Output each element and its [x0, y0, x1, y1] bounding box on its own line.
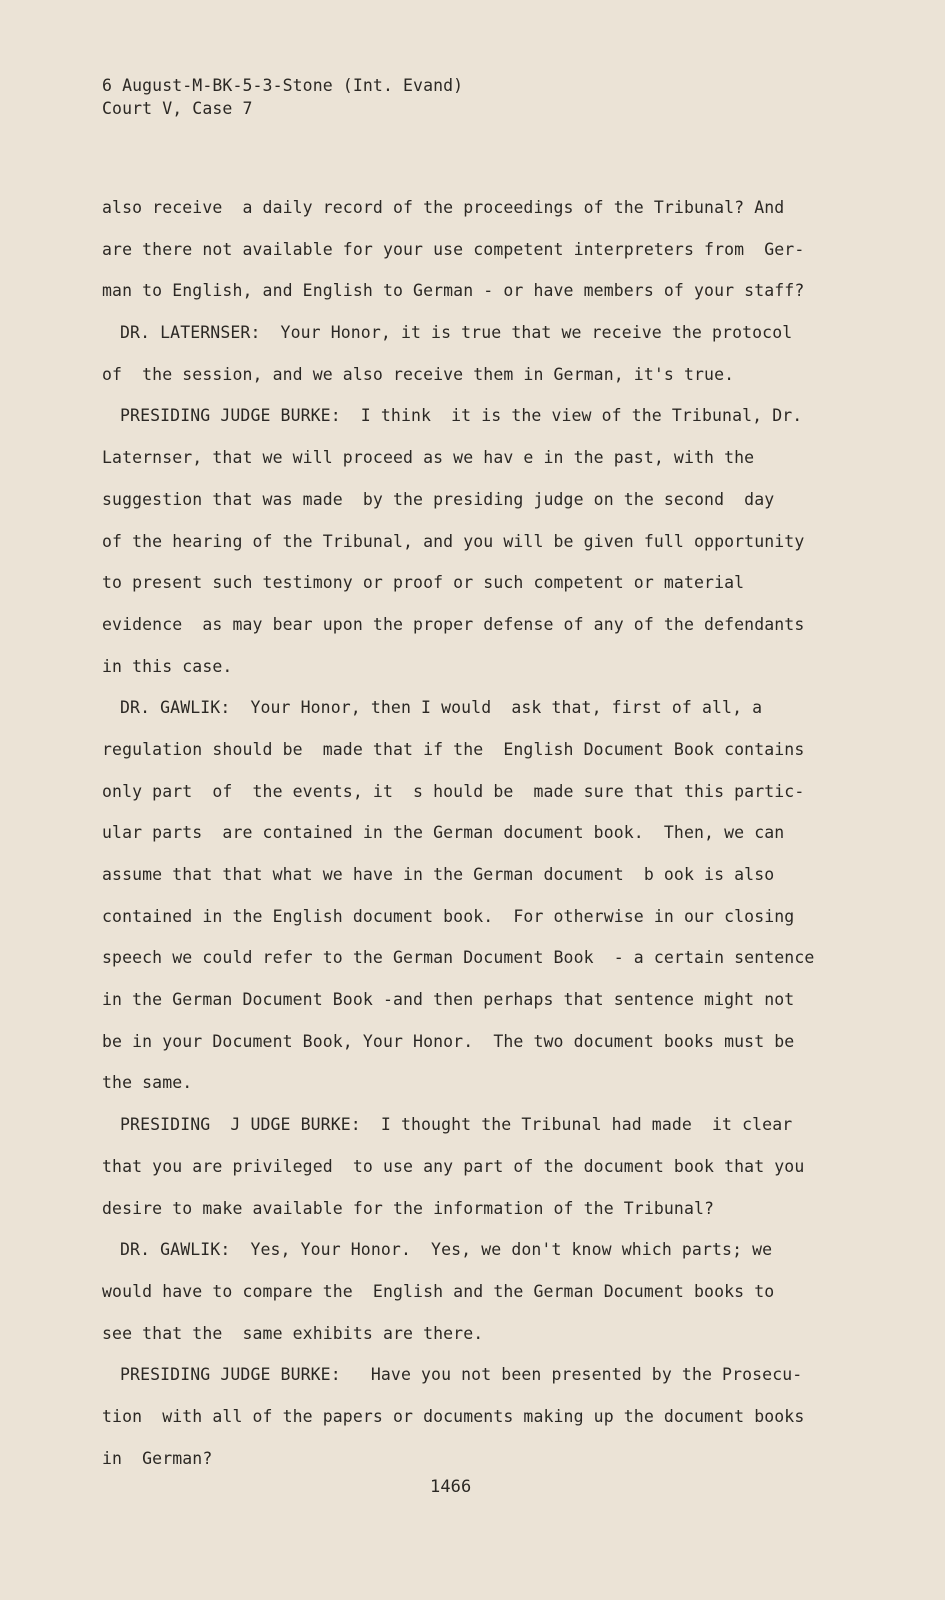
transcript-line: to present such testimony or proof or such competent or material [102, 573, 745, 593]
transcript-line: ular parts are contained in the German document book. Then, we can [102, 823, 785, 843]
transcript-line: in this case. [102, 656, 233, 676]
transcript-line: be in your Document Book, Your Honor. The two document books must be [102, 1031, 795, 1051]
transcript-line: assume that that what we have in the German document b ook is also [102, 865, 775, 884]
transcript-line: DR. GAWLIK: Yes, Your Honor. Yes, we don't know which parts; we [120, 1240, 773, 1260]
transcript-line: DR. GAWLIK: Your Honor, then I would ask that, first of all, a [120, 698, 763, 718]
transcript-line: suggestion that was made by the presiding judge on the second day [102, 489, 775, 509]
transcript-line: PRESIDING J UDGE BURKE: I thought the Tribunal had made it clear [120, 1115, 793, 1135]
transcript-line: of the hearing of the Tribunal, and you will be given full opportunity [102, 531, 805, 551]
transcript-line: only part of the events, it s hould be made sure that this partic- [102, 781, 805, 801]
transcript-line: Laternser, that we will proceed as we hav e in the past, with the [102, 448, 755, 468]
transcript-line: desire to make available for the information of the Tribunal? [102, 1198, 715, 1218]
transcript-body [102, 198, 842, 1490]
transcript-line: in the German Document Book -and then perhaps that sentence might not [102, 990, 795, 1010]
transcript-line: speech we could refer to the German Document Book - a certain sentence [102, 948, 815, 968]
transcript-line: are there not available for your use competent interpreters from Ger- [102, 239, 805, 259]
transcript-line: DR. LATERNSER: Your Honor, it is true that we receive the protocol [120, 323, 793, 343]
transcript-line: that you are privileged to use any part of the document book that you [102, 1156, 805, 1176]
transcript-line: also receive a daily record of the proceedings of the Tribunal? And [102, 198, 785, 217]
transcript-line: PRESIDING JUDGE BURKE: I think it is the view of the Tribunal, Dr. [120, 406, 803, 426]
transcript-line: of the session, and we also receive them in German, it's true. [102, 364, 735, 384]
transcript-line: regulation should be made that if the English Document Book contains [102, 739, 805, 759]
transcript-line: man to English, and English to German - or have members of your staff? [102, 281, 805, 301]
page-number: 1466 [430, 1477, 472, 1497]
transcript-line: would have to compare the English and the German Document books to [102, 1281, 775, 1301]
transcript-line: evidence as may bear upon the proper defense of any of the defendants [102, 614, 805, 634]
transcript-line: in German? [102, 1448, 213, 1468]
transcript-line: tion with all of the papers or documents making up the document books [102, 1406, 805, 1426]
header-court-line: Court V, Case 7 [102, 99, 253, 118]
transcript-line: contained in the English document book. For otherwise in our closing [102, 906, 795, 926]
header-reference-line: 6 August-M-BK-5-3-Stone (Int. Evand) [102, 76, 464, 95]
transcript-line: PRESIDING JUDGE BURKE: Have you not been presented by the Prosecu- [120, 1365, 803, 1385]
transcript-line: see that the same exhibits are there. [102, 1323, 484, 1343]
document-header [102, 74, 463, 120]
transcript-line: the same. [102, 1073, 193, 1093]
